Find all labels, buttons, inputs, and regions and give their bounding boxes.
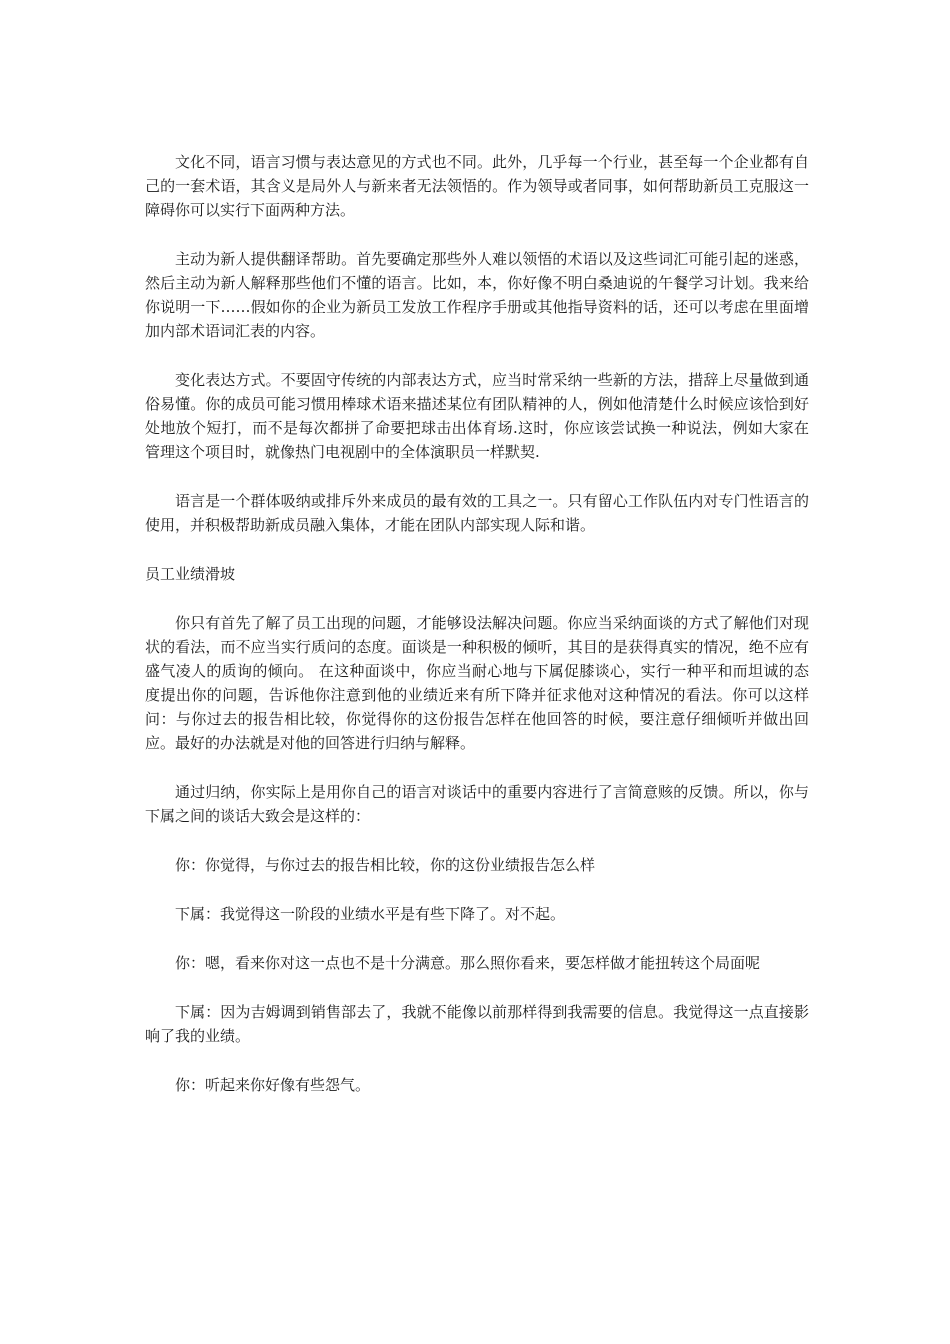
dialogue-line-you-3: 你：听起来你好像有些怨气。: [175, 1076, 371, 1094]
paragraph-culture-language: 文化不同，语言习惯与表达意见的方式也不同。此外，几乎每一个行业，甚至每一个企业都有自己的一套术语，其含义是局外人与新来者无法领悟的。作为领导或者同事，如何帮助新员工克服这一障碍你可以实行下面两种方法。: [145, 153, 809, 219]
paragraph-summarize-feedback: 通过归纳，你实际上是用你自己的语言对谈话中的重要内容进行了言简意赅的反馈。所以，你与下属之间的谈话大致会是这样的：: [145, 783, 809, 825]
paragraph-interview-approach: 你只有首先了解了员工出现的问题，才能够设法解决问题。你应当采纳面谈的方式了解他们对现状的看法，而不应当实行质问的态度。面谈是一种积极的倾听，其目的是获得真实的情况，绝不应有盛气凌人的质询的倾向。 在这种面谈中，你应当耐心地与下属促膝谈心，实行一种平和而坦诚的态度提出你的问题，告诉他你注意到他的业绩近来有所下降并征求他对这种情况的看法。你可以这样问：与你过去的报告相比较，你觉得你的这份报告怎样在他回答的时候，要注意仔细倾听并做出回应。最好的办法就是对他的回答进行归纳与解释。: [145, 614, 809, 752]
dialogue-line-subordinate-2: 下属：因为吉姆调到销售部去了，我就不能像以前那样得到我需要的信息。我觉得这一点直接影响了我的业绩。: [145, 1003, 809, 1045]
paragraph-translation-help: 主动为新人提供翻译帮助。首先要确定那些外人难以领悟的术语以及这些词汇可能引起的迷惑，然后主动为新人解释那些他们不懂的语言。比如，本，你好像不明白桑迪说的午餐学习计划。我来给你说明一下……假如你的企业为新员工发放工作程序手册或其他指导资料的话，还可以考虑在里面增加内部术语词汇表的内容。: [145, 250, 809, 340]
dialogue-line-you-1: 你：你觉得，与你过去的报告相比较，你的这份业绩报告怎么样: [175, 856, 596, 874]
document-body: [145, 150, 809, 1122]
dialogue-line-you-2: 你：嗯，看来你对这一点也不是十分满意。那么照你看来，要怎样做才能扭转这个局面呢: [175, 954, 761, 972]
paragraph-language-tool: 语言是一个群体吸纳或排斥外来成员的最有效的工具之一。只有留心工作队伍内对专门性语言的使用，并积极帮助新成员融入集体，才能在团队内部实现人际和谐。: [145, 492, 809, 534]
section-heading-performance-decline: 员工业绩滑坡: [145, 565, 236, 583]
paragraph-change-expression: 变化表达方式。不要固守传统的内部表达方式，应当时常采纳一些新的方法，措辞上尽量做到通俗易懂。你的成员可能习惯用棒球术语来描述某位有团队精神的人，例如他清楚什么时候应该恰到好处地放个短打，而不是每次都拼了命要把球击出体育场.这时，你应该尝试换一种说法，例如大家在管理这个项目时，就像热门电视剧中的全体演职员一样默契.: [145, 371, 809, 461]
dialogue-line-subordinate-1: 下属：我觉得这一阶段的业绩水平是有些下降了。对不起。: [175, 905, 566, 923]
